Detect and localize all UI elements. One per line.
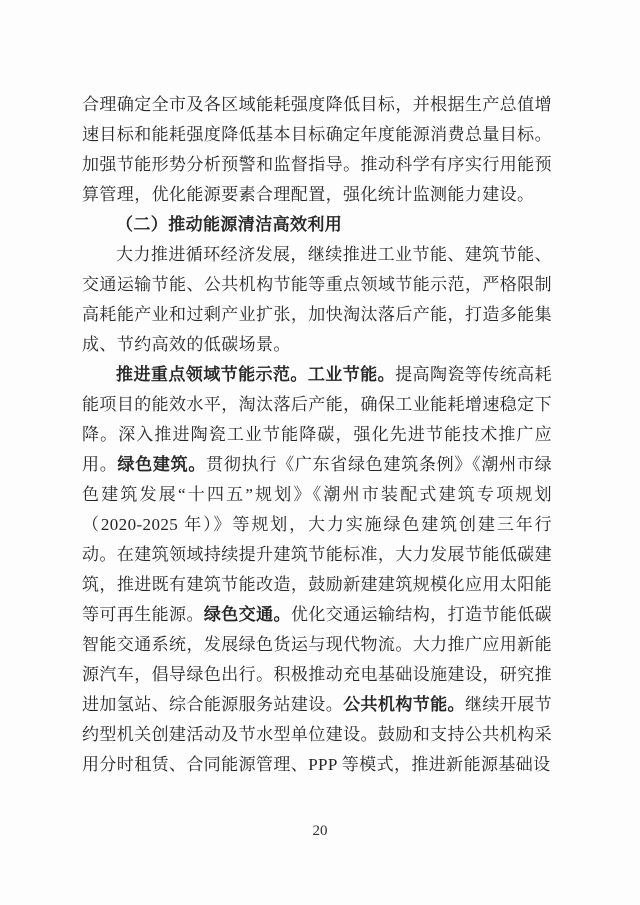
paragraph	[82, 360, 552, 780]
text-run: 大力推进循环经济发展，继续推进工业节能、建筑节能、交通运输节能、公共机构节能等重点领域节能示范，严格限制高耗能产业和过剩产业扩张，加快淘汰落后产能，打造多能集成、节约高效的低碳场景。	[82, 245, 552, 354]
bold-text-run: 推进重点领域节能示范。工业节能。	[116, 365, 396, 384]
page-number: 20	[312, 823, 328, 839]
text-run: 合理确定全市及各区域能耗强度降低目标，并根据生产总值增速目标和能耗强度降低基本目标确定年度能源消费总量目标。加强节能形势分析预警和监督指导。推动科学有序实行用能预算管理，优化能源要素合理配置，强化统计监测能力建设。	[82, 95, 552, 204]
page-footer	[0, 820, 640, 842]
bold-text-run: 公共机构节能。	[343, 695, 465, 714]
section-heading	[82, 210, 552, 240]
paragraph	[82, 240, 552, 360]
text-run: 提高陶瓷等传统高耗能项目的能效水平，淘汰落后产能，确保工业能耗增速稳定下降。深入推进陶瓷工业节能降碳，强化先进节能技术推广应用。	[82, 365, 552, 474]
paragraph	[82, 90, 552, 210]
document-body	[82, 90, 552, 780]
bold-text-run: 绿色交通。	[203, 605, 291, 624]
text-run: 继续开展节约型机关创建活动及节水型单位建设。鼓励和支持公共机构采用分时租赁、合同能源管理、PPP 等模式，推进新能源基础设	[82, 695, 552, 774]
text-run: 优化交通运输结构，打造节能低碳智能交通系统，发展绿色货运与现代物流。大力推广应用新能源汽车，倡导绿色出行。积极推动充电基础设施建设，研究推进加氢站、综合能源服务站建设。	[82, 605, 553, 714]
bold-text-run: （二）推动能源清洁高效利用	[116, 215, 343, 234]
text-run: 贯彻执行《广东省绿色建筑条例》《潮州市绿色建筑发展“十四五”规划》《潮州市装配式建筑专项规划（2020-2025 年）》等规划，大力实施绿色建筑创建三年行动。在建筑领域持续提升建筑节能标准，大力发展节能低碳建筑，推进既有建筑节能改造，鼓励新建建筑规模化应用太阳能等可再生能源。	[82, 455, 552, 624]
bold-text-run: 绿色建筑。	[117, 455, 207, 474]
